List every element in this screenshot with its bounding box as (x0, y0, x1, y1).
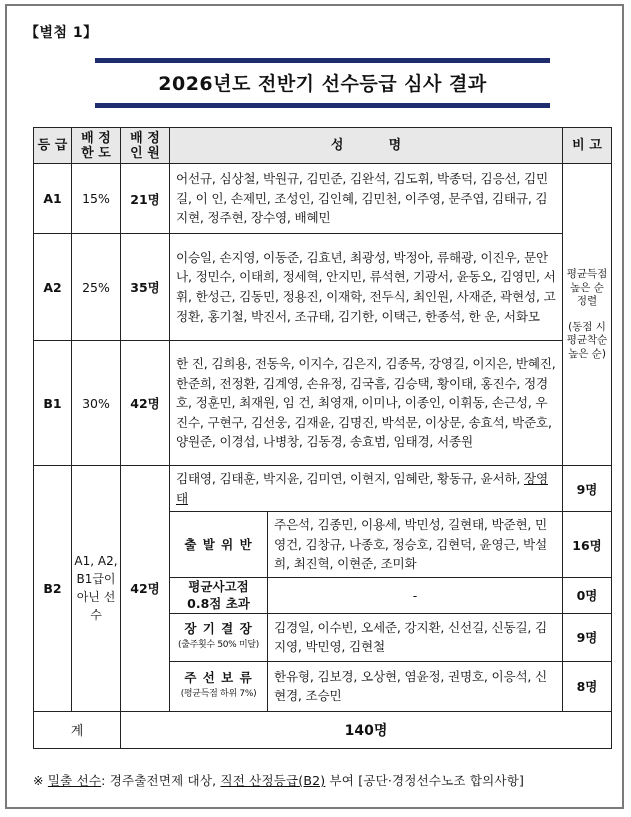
grade-a1: A1 (34, 164, 72, 234)
count-start-violation: 16명 (563, 512, 612, 578)
names-a2: 이승일, 손지영, 이동준, 김효년, 최광성, 박정아, 류해광, 이진우, 문안나, 정민수, 이태희, 정세혁, 안지민, 류석현, 기광서, 윤동오, 김영민, 서 휘, 한성근, 김동민, 정용진, 이재학, 전두식, 최인원, 사재준, 곽현성, 고정환, 홍기철, 박진서, 조규태, 김기한, 이택근, 한종석, 한 운, 서화모 (170, 234, 563, 341)
ratio-a1: 15% (72, 164, 121, 234)
label-low-score-title: 주 선 보 류 (184, 670, 253, 686)
names-b1: 한 진, 김희용, 전동욱, 이지수, 김은지, 김종목, 강영길, 이지은, 반혜진, 한준희, 전정환, 김계영, 손유정, 김국흠, 김승택, 황이태, 홍진수, 정경호, 정훈민, 최재원, 임 건, 최영재, 이미나, 이종인, 이휘동, 손근성, 우진수, 구현구, 김선웅, 김재윤, 김명진, 박석문, 이상문, 송효석, 박준호, 양원준, 이경섭, 나병창, 김동경, 송효범, 임태경, 서종원 (170, 341, 563, 466)
names-b2-general (170, 466, 563, 512)
label-accident (170, 577, 268, 613)
names-b2-general-list: 김태영, 김태훈, 박지윤, 김미연, 이현지, 임혜란, 황동규, 윤서하, (176, 471, 525, 486)
count-b2-general: 9명 (563, 466, 612, 512)
row-b1 (34, 341, 612, 466)
names-long-absence: 김경일, 이수빈, 오세준, 강지환, 신선길, 신동길, 김지영, 박민영, 김현철 (268, 613, 563, 661)
names-accident: - (268, 577, 563, 613)
title-bar-bottom (95, 103, 550, 108)
document-page (5, 4, 624, 809)
footnote-term2: 직전 산정등급(B2) (220, 773, 326, 788)
attachment-label: 【별첨 1】 (25, 25, 98, 41)
count-b1: 42명 (121, 341, 170, 466)
label-long-absence-note: (출주횟수 50% 미달) (177, 640, 259, 651)
footnote-prefix: ※ (33, 773, 48, 788)
count-a1: 21명 (121, 164, 170, 234)
count-long-absence: 9명 (563, 613, 612, 661)
row-b2-general (34, 466, 612, 512)
footnote-mid: : 경주출전면제 대상, (101, 773, 221, 788)
footnote-suffix: 부여 [공단·경정선수노조 합의사항] (325, 773, 525, 788)
names-start-violation: 주은석, 김종민, 이용세, 박민성, 길현태, 박준현, 민영건, 김창규, 나종호, 정승호, 김현덕, 윤영근, 박설희, 최진혁, 이현준, 조미화 (268, 512, 563, 578)
label-accident-line2: 0.8점 초과 (187, 596, 250, 612)
label-long-absence (170, 613, 268, 661)
ratio-b1: 30% (72, 341, 121, 466)
label-long-absence-title: 장 기 결 장 (184, 621, 253, 637)
page-title: 2026년도 전반기 선수등급 심사 결과 (158, 73, 487, 95)
total-value: 140명 (121, 711, 612, 748)
count-accident: 0명 (563, 577, 612, 613)
names-a1: 어선규, 심상철, 박원규, 김민준, 김완석, 김도휘, 박종덕, 김응선, 김민길, 이 인, 손제민, 조성인, 김인혜, 김민천, 이주영, 문주엽, 김태규, 김지현, 정주현, 장수영, 배혜민 (170, 164, 563, 234)
header-assigned (121, 128, 170, 164)
header-ratio (72, 128, 121, 164)
header-ratio-line1: 배 정 (81, 130, 111, 146)
footnote-term: 밀출 선수 (47, 773, 102, 788)
remark-note-2: (동점 시 평균착순 높은 순) (566, 320, 608, 360)
label-start-violation: 출 발 위 반 (170, 512, 268, 578)
remark-cell (563, 164, 612, 466)
count-low-score: 8명 (563, 661, 612, 711)
grade-b2: B2 (34, 466, 72, 712)
row-a1 (34, 164, 612, 234)
names-b2-general-underlined: 장영태 (176, 471, 548, 506)
count-b2: 42명 (121, 466, 170, 712)
ratio-a2: 25% (72, 234, 121, 341)
grade-result-table (33, 127, 612, 749)
label-accident-line1: 평균사고점 (188, 579, 249, 595)
grade-b1: B1 (34, 341, 72, 466)
ratio-b2: A1, A2, B1급이 아닌 선수 (72, 466, 121, 712)
header-grade: 등 급 (34, 128, 72, 164)
count-a2: 35명 (121, 234, 170, 341)
label-low-score-note: (평균득점 하위 7%) (180, 689, 257, 700)
footnote (33, 771, 524, 789)
names-low-score: 한유형, 김보경, 오상현, 염윤정, 권명호, 이응석, 신현경, 조승민 (268, 661, 563, 711)
total-label: 계 (34, 711, 121, 748)
remark-note-1: 평균득점 높은 순 정렬 (566, 268, 608, 307)
title-box (95, 58, 550, 108)
header-names: 성 명 (170, 128, 563, 164)
header-assigned-line1: 배 정 (130, 130, 160, 146)
header-remark: 비 고 (563, 128, 612, 164)
row-a2 (34, 234, 612, 341)
row-total (34, 711, 612, 748)
grade-a2: A2 (34, 234, 72, 341)
header-row (34, 128, 612, 164)
header-assigned-line2: 인 원 (130, 145, 160, 161)
label-low-score (170, 661, 268, 711)
header-ratio-line2: 한 도 (81, 145, 111, 161)
